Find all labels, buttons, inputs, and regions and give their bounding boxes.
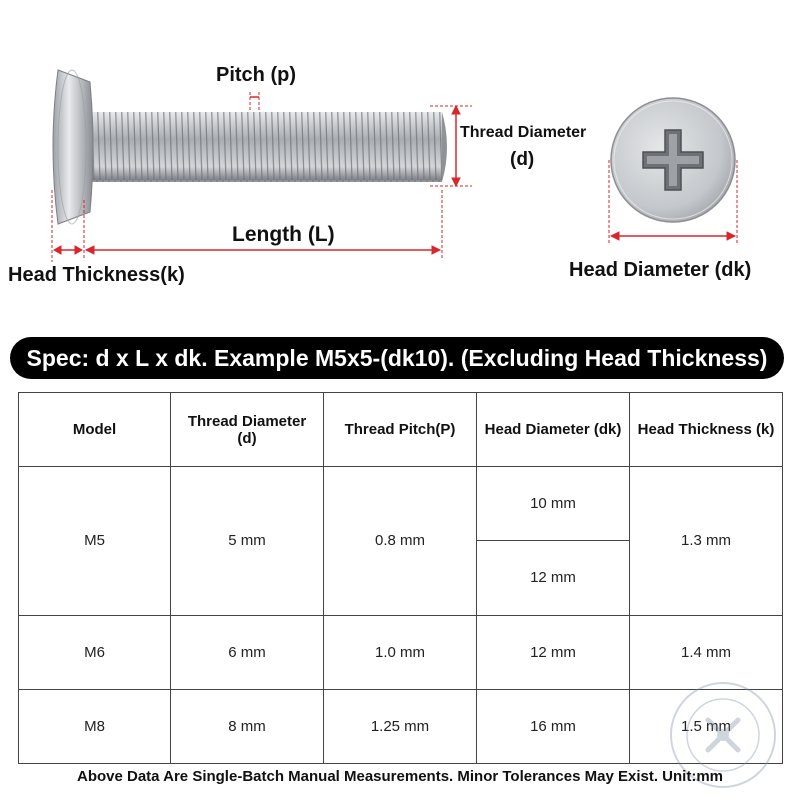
head-thickness-label: Head Thickness(k) — [8, 264, 185, 286]
screw-shaft — [90, 112, 447, 182]
screw-diagram — [0, 0, 800, 330]
header-thread-diameter-line2: (d) — [237, 429, 257, 447]
pitch-label: Pitch (p) — [216, 64, 296, 86]
header-thread-diameter-line1: Thread Diameter — [187, 412, 307, 430]
header-thread-diameter — [171, 393, 324, 467]
length-label: Length (L) — [232, 223, 335, 246]
cell-head-diameter: 16 mm — [477, 689, 630, 763]
cell-thread-diameter: 6 mm — [171, 615, 324, 689]
footnote: Above Data Are Single-Batch Manual Measurements. Minor Tolerances May Exist. Unit:mm — [77, 768, 723, 785]
header-model: Model — [19, 393, 171, 467]
cell-thread-diameter: 8 mm — [171, 689, 324, 763]
cell-head-thickness: 1.4 mm — [630, 615, 783, 689]
table-header-row — [19, 393, 783, 467]
cell-head-thickness: 1.3 mm — [630, 467, 783, 615]
cell-model: M6 — [19, 615, 171, 689]
cell-head-diameter: 10 mm — [477, 467, 630, 541]
screw-head-top — [611, 98, 735, 222]
cell-head-diameter: 12 mm — [477, 541, 630, 615]
cell-thread-diameter: 5 mm — [171, 467, 324, 615]
thread-diameter-symbol: (d) — [510, 149, 535, 170]
header-head-thickness: Head Thickness (k) — [630, 393, 783, 467]
table-row — [19, 615, 783, 689]
table-row — [19, 467, 783, 541]
cell-model: M8 — [19, 689, 171, 763]
cell-head-thickness: 1.5 mm — [630, 689, 783, 763]
cell-model: M5 — [19, 467, 171, 615]
cell-thread-pitch: 1.25 mm — [324, 689, 477, 763]
cell-thread-pitch: 1.0 mm — [324, 615, 477, 689]
screw-head-side — [53, 70, 93, 224]
header-head-diameter: Head Diameter (dk) — [477, 393, 630, 467]
header-thread-pitch: Thread Pitch(P) — [324, 393, 477, 467]
cell-thread-pitch: 0.8 mm — [324, 467, 477, 615]
spec-banner: Spec: d x L x dk. Example M5x5-(dk10). (Excluding Head Thickness) — [10, 337, 784, 379]
cell-head-diameter: 12 mm — [477, 615, 630, 689]
thread-diameter-label: Thread Diameter — [460, 124, 587, 141]
head-diameter-label: Head Diameter (dk) — [569, 259, 752, 281]
